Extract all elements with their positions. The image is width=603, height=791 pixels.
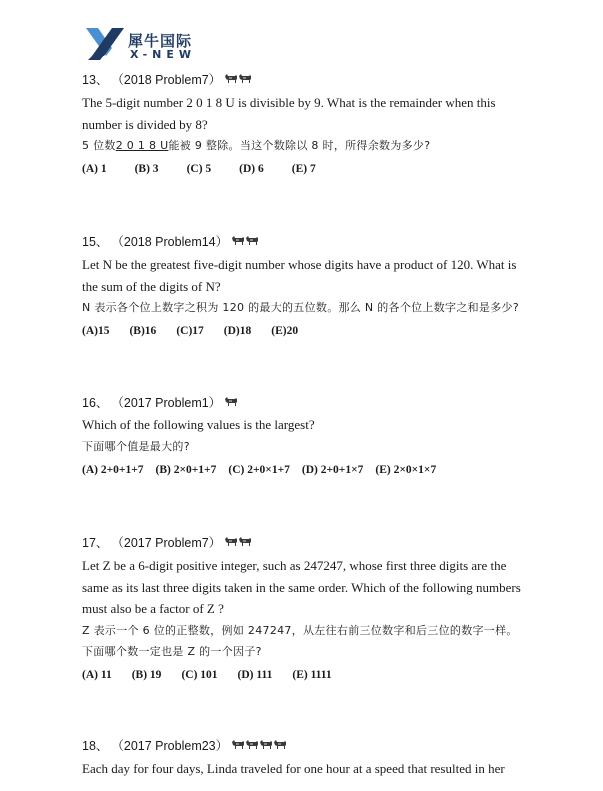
question-text-en: The 5-digit number 2 0 1 8 U is divisible by 9. What is the remainder when this number is divided by 8? — [82, 95, 496, 132]
answer-choices — [82, 460, 527, 480]
choice-e: (E) 7 — [291, 163, 316, 175]
brand-logo — [84, 26, 204, 66]
question-17 — [82, 533, 527, 685]
logo-sub-text: X-NEW — [130, 48, 197, 61]
choice-e: (E) 1111 — [292, 668, 332, 681]
question-13 — [82, 70, 527, 179]
question-15 — [82, 232, 527, 341]
answer-choices — [82, 321, 527, 341]
logo-brand-text: 犀牛国际 — [128, 32, 193, 50]
question-header — [82, 533, 527, 551]
question-text-cn: 5 位数2 0 1 8 U能被 9 整除。当这个数除以 8 时，所得余数为多少? — [82, 139, 431, 152]
question-18 — [82, 736, 527, 780]
ox-icon — [224, 536, 238, 546]
choice-c: (C) 101 — [181, 668, 218, 681]
question-text-cn: 下面哪个值是最大的? — [82, 439, 190, 453]
difficulty-rating — [231, 738, 287, 752]
choice-c: (C) 2+0×1+7 — [228, 463, 290, 476]
question-number: 16、 — [82, 396, 109, 410]
question-header — [82, 736, 527, 754]
ox-icon — [238, 73, 252, 83]
question-text-en: Each day for four days, Linda traveled for one hour at a speed that resulted in her — [82, 761, 505, 776]
choice-a: (A) 1 — [82, 163, 107, 175]
difficulty-rating — [224, 72, 252, 86]
question-source: （2017 Problem1） — [111, 396, 222, 410]
choice-b: (B) 2×0+1+7 — [155, 463, 217, 476]
difficulty-rating — [224, 395, 238, 409]
choice-a: (A) 11 — [82, 668, 112, 681]
ox-icon — [231, 739, 245, 749]
question-text-en: Let Z be a 6-digit positive integer, such as 247247, whose first three digits are the same as its last three digits taken in the same order. Which of the following numbers must also be a factor of Z ? — [82, 558, 521, 616]
ox-icon — [245, 739, 259, 749]
question-16 — [82, 393, 527, 480]
question-header — [82, 232, 527, 250]
question-number: 15、 — [82, 235, 109, 249]
ox-icon — [224, 396, 238, 406]
choice-d: (D)18 — [223, 325, 252, 337]
question-header — [82, 393, 527, 411]
question-number: 17、 — [82, 536, 109, 550]
question-source: （2017 Problem23） — [111, 739, 229, 753]
choice-d: (D) 111 — [237, 668, 273, 681]
question-number: 13、 — [82, 73, 109, 87]
question-source: （2018 Problem7） — [111, 73, 222, 87]
choice-b: (B) 19 — [131, 668, 162, 681]
answer-choices — [82, 159, 527, 179]
question-source: （2018 Problem14） — [111, 235, 229, 249]
difficulty-rating — [231, 234, 259, 248]
choice-e: (E) 2×0×1×7 — [375, 463, 437, 476]
choice-b: (B)16 — [129, 325, 157, 337]
question-text-en: Which of the following values is the largest? — [82, 417, 315, 432]
choice-a: (A)15 — [82, 325, 110, 337]
question-number: 18、 — [82, 739, 109, 753]
choice-b: (B) 3 — [134, 163, 159, 175]
choice-d: (D) 2+0+1×7 — [301, 463, 364, 476]
question-text-cn: N 表示各个位上数字之积为 120 的最大的五位数。那么 N 的各个位上数字之和是多少? — [82, 301, 519, 314]
choice-c: (C) 5 — [186, 163, 212, 175]
ox-icon — [238, 536, 252, 546]
question-source: （2017 Problem7） — [111, 536, 222, 550]
question-text-cn: Z 表示一个 6 位的正整数，例如 247247，从左往右前三位数字和后三位的数字一样。下面哪个数一定也是 Z 的一个因子? — [82, 623, 518, 658]
choice-a: (A) 2+0+1+7 — [82, 463, 144, 476]
ox-icon — [273, 739, 287, 749]
ox-icon — [259, 739, 273, 749]
ox-icon — [231, 235, 245, 245]
answer-choices — [82, 665, 527, 685]
difficulty-rating — [224, 535, 252, 549]
logo-x-icon — [84, 26, 126, 62]
question-text-en: Let N be the greatest five-digit number whose digits have a product of 120. What is the sum of the digits of N? — [82, 257, 517, 294]
choice-e: (E)20 — [271, 325, 299, 337]
ox-icon — [224, 73, 238, 83]
question-header — [82, 70, 527, 88]
choice-c: (C)17 — [176, 325, 204, 337]
choice-d: (D) 6 — [239, 163, 264, 175]
ox-icon — [245, 235, 259, 245]
